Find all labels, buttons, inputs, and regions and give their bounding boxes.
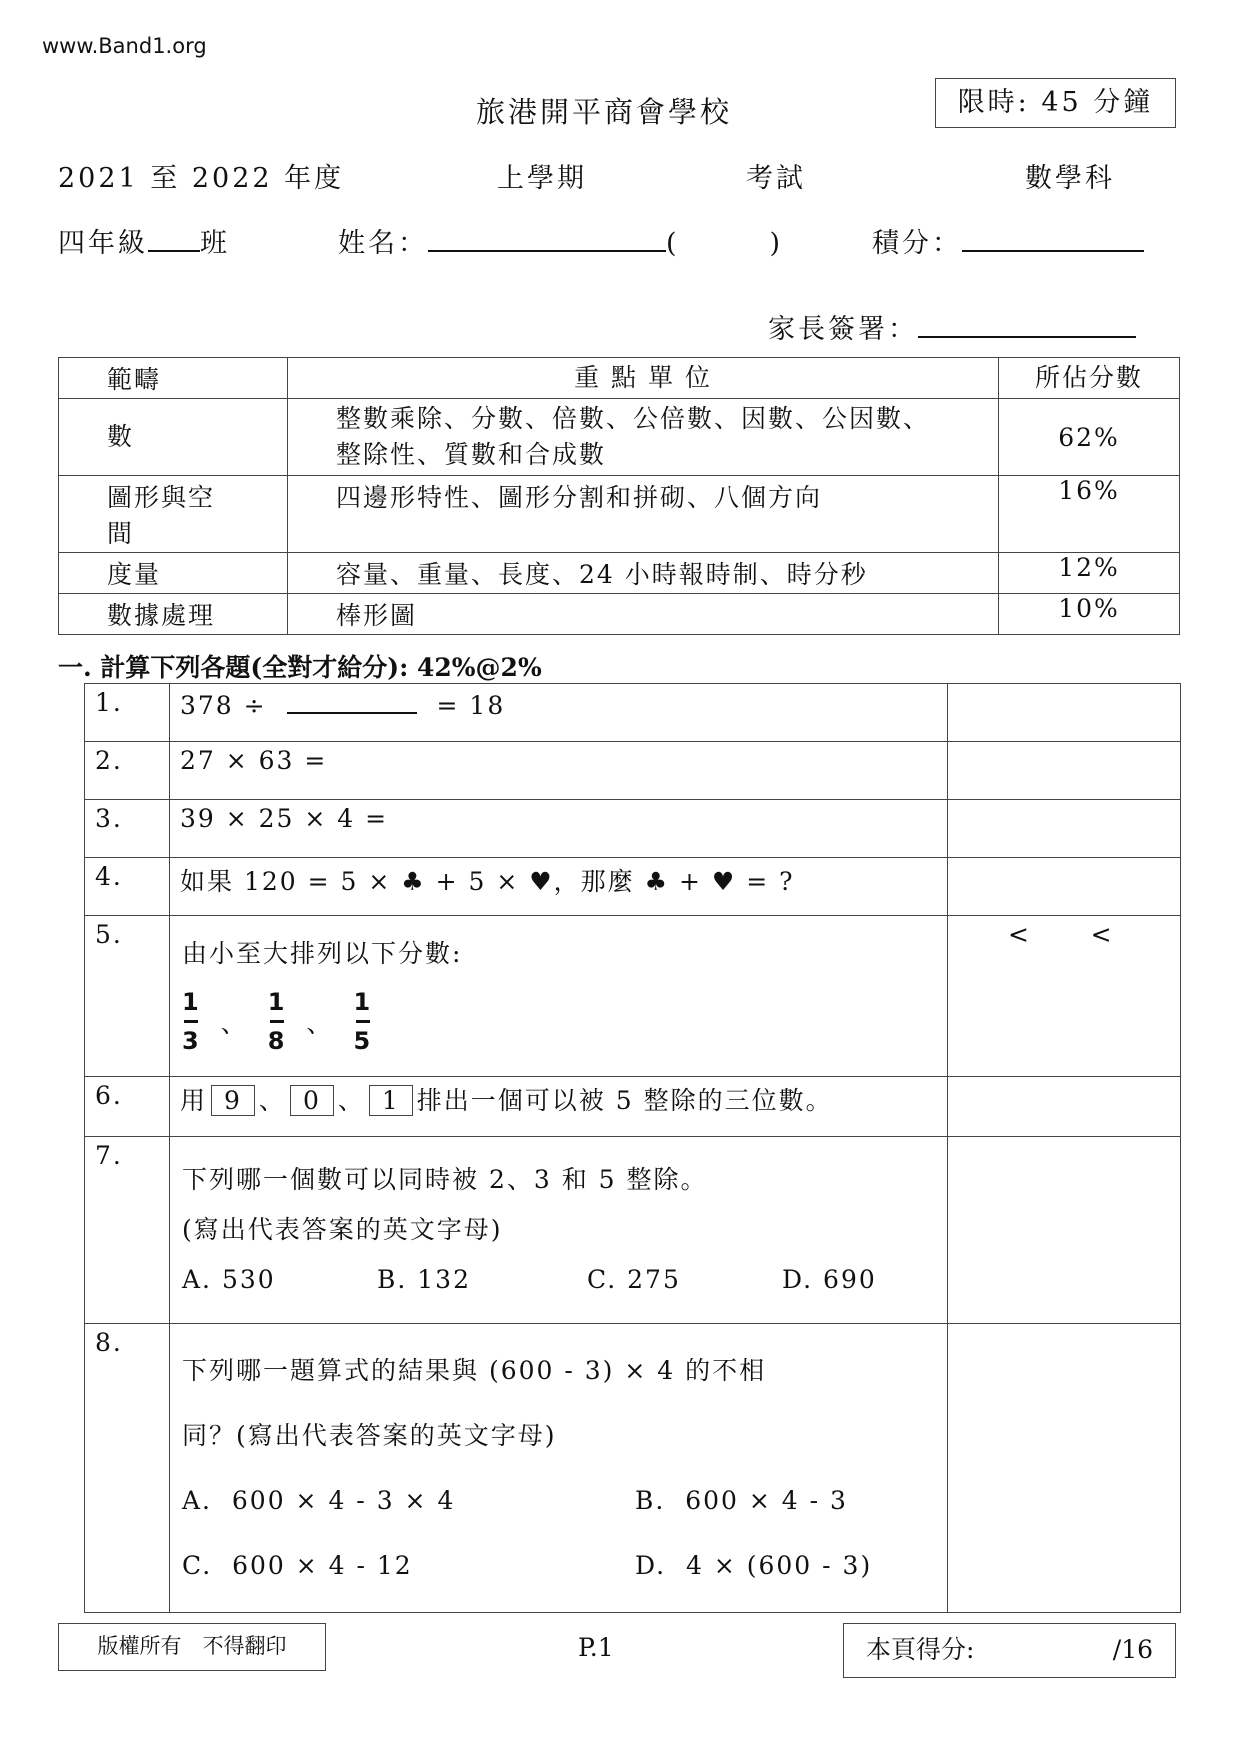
question-number: 1. — [85, 684, 170, 742]
section-heading — [58, 648, 542, 684]
term: 上學期 — [497, 163, 587, 194]
weight-cell: 62% — [999, 399, 1180, 476]
parent-sign-row — [768, 307, 1136, 346]
weight-cell: 16% — [999, 476, 1180, 553]
question-text — [170, 916, 948, 1077]
digit-box: 9 — [211, 1085, 255, 1116]
paren-open: ( — [666, 228, 680, 259]
area-cell: 數據處理 — [59, 594, 288, 635]
answer-cell[interactable] — [948, 800, 1181, 858]
digit-box: 0 — [290, 1085, 334, 1116]
option: A. 530 — [182, 1265, 276, 1294]
option: D. 4 × (600 - 3) — [635, 1551, 873, 1580]
topics-cell: 容量、重量、長度、24 小時報時制、時分秒 — [288, 553, 999, 594]
section-title: 一. 計算下列各題(全對才給分): — [58, 653, 409, 682]
area-cell: 圖形與空間 — [59, 476, 288, 553]
fraction: $\frac{1}{8}$ — [267, 988, 287, 1055]
fraction: $\frac{1}{3}$ — [182, 988, 201, 1055]
weight-cell: 10% — [999, 594, 1180, 635]
question-row — [85, 916, 1181, 1077]
section-marks: 42%@2% — [417, 653, 542, 682]
question-number: 7. — [85, 1137, 170, 1324]
answer-cell[interactable] — [948, 1324, 1181, 1613]
question-number: 4. — [85, 858, 170, 916]
answer-cell[interactable] — [948, 858, 1181, 916]
option: D. 690 — [782, 1265, 877, 1294]
area-cell: 度量 — [59, 553, 288, 594]
answer-cell[interactable] — [948, 684, 1181, 742]
question-row — [85, 1077, 1181, 1137]
parent-sign-field[interactable] — [918, 312, 1136, 338]
subject: 數學科 — [1025, 163, 1115, 194]
class-field[interactable] — [148, 226, 200, 252]
parent-sign-label: 家長簽署： — [768, 314, 918, 345]
question-pre: 378 ÷ — [180, 691, 267, 720]
question-number: 2. — [85, 742, 170, 800]
question-number: 3. — [85, 800, 170, 858]
question-row — [85, 684, 1181, 742]
question-number: 5. — [85, 916, 170, 1077]
answer-blank[interactable] — [287, 688, 417, 714]
page-number: P.1 — [578, 1633, 614, 1662]
page-score-label: 本頁得分: — [866, 1635, 975, 1664]
answer-cell[interactable] — [948, 742, 1181, 800]
header-area: 範疇 — [59, 358, 288, 399]
option: C. 600 × 4 - 12 — [182, 1551, 413, 1580]
header-topics: 重 點 單 位 — [288, 358, 999, 399]
weight-cell: 12% — [999, 553, 1180, 594]
name-row — [338, 221, 783, 260]
fraction: $\frac{1}{5}$ — [353, 988, 373, 1055]
option: C. 275 — [587, 1265, 681, 1294]
question-text — [170, 1137, 948, 1324]
score-row — [872, 221, 1144, 260]
question-text — [170, 684, 948, 742]
question-row — [85, 742, 1181, 800]
digit-box: 1 — [369, 1085, 413, 1116]
topics-cell: 棒形圖 — [288, 594, 999, 635]
school-year: 2021 至 2022 年度 — [58, 163, 345, 194]
score-field[interactable] — [962, 226, 1144, 252]
fractions — [182, 988, 935, 1055]
question-prompt: 下列哪一題算式的結果與 (600 - 3) × 4 的不相 — [182, 1356, 767, 1385]
question-post: = 18 — [436, 691, 506, 720]
answer-cell[interactable] — [948, 1137, 1181, 1324]
option: A. 600 × 4 - 3 × 4 — [182, 1486, 456, 1515]
class-label: 班 — [200, 228, 230, 259]
topics-cell: 整數乘除、分數、倍數、公倍數、因數、公因數、整除性、質數和合成數 — [288, 399, 999, 476]
question-prompt: 由小至大排列以下分數: — [182, 939, 463, 968]
separator: 、 — [306, 1008, 334, 1038]
header-weight: 所佔分數 — [999, 358, 1180, 399]
option: B. 132 — [377, 1265, 471, 1294]
question-prompt: 下列哪一個數可以同時被 2、3 和 5 整除。 — [182, 1165, 708, 1194]
school-name: 旅港開平商會學校 — [476, 95, 733, 129]
question-prompt-cont: 同？(寫出代表答案的英文字母) — [182, 1421, 557, 1450]
question-row — [85, 1324, 1181, 1613]
syllabus-table — [58, 357, 1180, 635]
grade-label: 四年級 — [58, 228, 148, 259]
watermark: www.Band1.org — [42, 34, 207, 58]
score-label: 積分： — [872, 228, 962, 259]
copyright-notice: 版權所有 不得翻印 — [58, 1623, 326, 1671]
question-text: 用 9 、 0 、 1 排出一個可以被 5 整除的三位數。 — [170, 1077, 948, 1137]
class-row — [58, 221, 230, 260]
question-row — [85, 800, 1181, 858]
question-text: 27 × 63 = — [170, 742, 948, 800]
name-label: 姓名： — [338, 228, 428, 259]
answer-cell[interactable] — [948, 1077, 1181, 1137]
name-field[interactable] — [428, 226, 666, 252]
page-score-total: /16 — [1112, 1635, 1153, 1664]
option: B. 600 × 4 - 3 — [635, 1486, 848, 1515]
question-text — [170, 1324, 948, 1613]
page-score-box — [843, 1623, 1176, 1678]
paren-close: ) — [769, 228, 784, 259]
area-cell: 數 — [59, 399, 288, 476]
exam-type: 考試 — [746, 163, 806, 194]
separator: 、 — [220, 1008, 248, 1038]
question-number: 8. — [85, 1324, 170, 1613]
question-text: 39 × 25 × 4 = — [170, 800, 948, 858]
question-row — [85, 858, 1181, 916]
topics-cell: 四邊形特性、圖形分割和拼砌、八個方向 — [288, 476, 999, 553]
answer-cell[interactable]: < < — [948, 916, 1181, 1077]
question-text: 如果 120 = 5 × ♣ + 5 × ♥，那麼 ♣ + ♥ = ? — [170, 858, 948, 916]
time-limit: 限時: 45 分鐘 — [935, 78, 1176, 128]
question-row — [85, 1137, 1181, 1324]
questions-table — [84, 683, 1181, 1613]
options — [182, 1255, 935, 1305]
question-note: (寫出代表答案的英文字母) — [182, 1215, 503, 1244]
question-number: 6. — [85, 1077, 170, 1137]
